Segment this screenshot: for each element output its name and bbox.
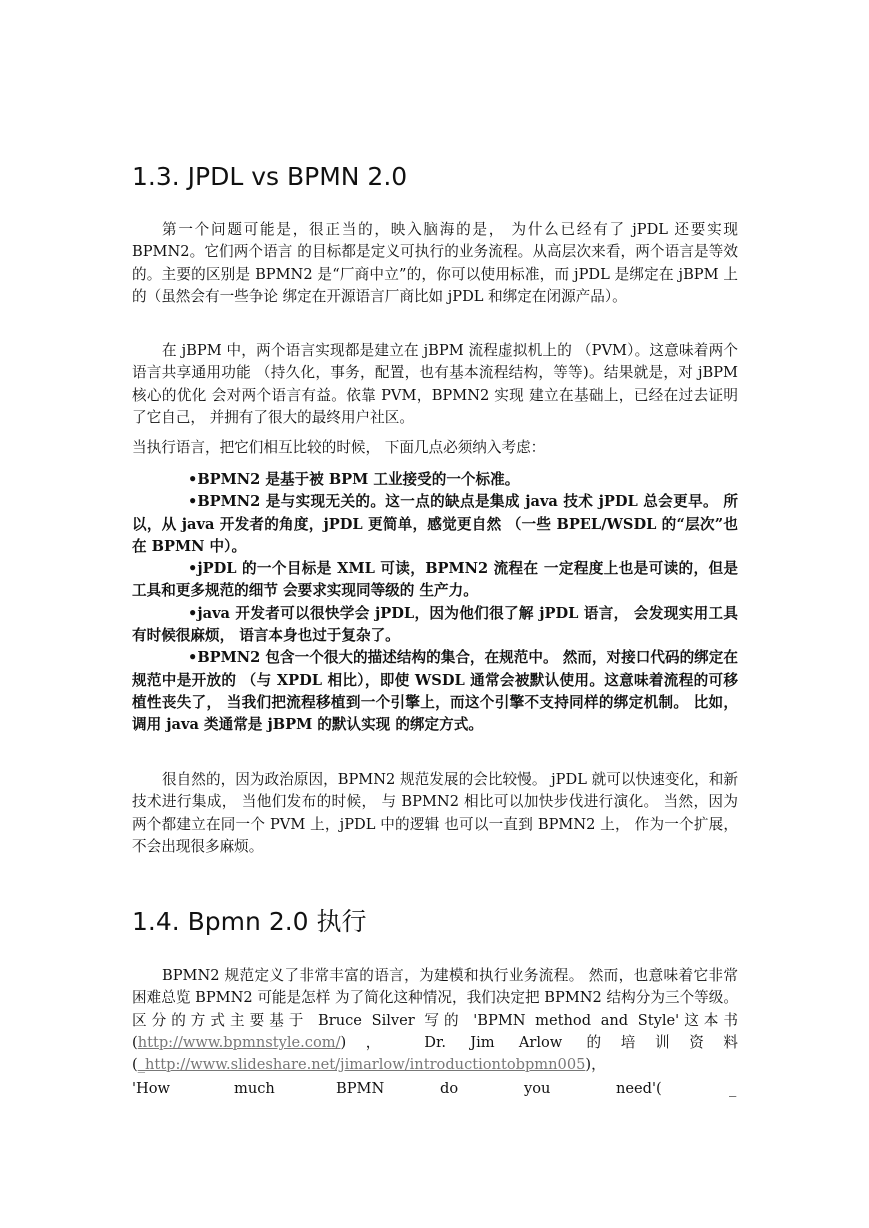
last-word-1: 'How bbox=[132, 1080, 171, 1097]
paragraph-2: 在 jBPM 中，两个语言实现都是建立在 jBPM 流程虚拟机上的 （PVM）。这意味着两个语言共享通用功能 （持久化，事务，配置，也有基本流程结构，等等)。结果就是，对 jBPM 核心的优化 会对两个语言有益。依靠 PVM，BPMN2 实现 建立在基础上，已经在过去证明了它自己， 并拥有了很大的最终用户社区。 bbox=[132, 342, 738, 426]
paragraph-1: 第一个问题可能是，很正当的，映入脑海的是， 为什么已经有了 jPDL 还要实现 BPMN2。它们两个语言 的目标都是定义可执行的业务流程。从高层次来看，两个语言是等效的。主要的区别是 BPMN2 是“厂商中立”的，你可以使用标准，而 jPDL 是绑定在 jBPM 上的（虽然会有一些争论 绑定在开源语言厂商比如 jPDL 和绑定在闭源产品）。 bbox=[132, 221, 738, 305]
bullet-item-3: •jPDL 的一个目标是 XML 可读，BPMN2 流程在 一定程度上也是可读的，但是工具和更多规范的细节 会要求实现同等级的 生产力。 bbox=[132, 560, 738, 600]
section-heading-1-4: 1.4. Bpmn 2.0 执行 bbox=[132, 907, 367, 936]
paragraph-5-lead: BPMN2 规范定义了非常丰富的语言，为建模和执行业务流程。 然而，也意味着它非常困难总览 BPMN2 可能是怎样 为了简化这种情况，我们决定把 BPMN2 结构分为三个等级。 区分的方式主要基于 Bruce Silver 写的 'BPMN method and Style'这本书( bbox=[132, 967, 738, 1051]
bullet-item-1: •BPMN2 是基于被 BPM 工业接受的一个标准。 bbox=[188, 471, 520, 488]
paragraph-3: 当执行语言，把它们相互比较的时候， 下面几点必须纳入考虑： bbox=[132, 439, 546, 456]
last-word-3: BPMN bbox=[336, 1080, 385, 1097]
paragraph-5-mid: )， Dr. Jim Arlow 的培训资料( bbox=[132, 1033, 738, 1074]
bullet-item-5: •BPMN2 包含一个很大的描述结构的集合，在规范中。 然而，对接口代码的绑定在规范中是开放的 （与 XPDL 相比），即使 WSDL 通常会被默认使用。这意味着流程的可移植性丧失了， 当我们把流程移植到一个引擎上，而这个引擎不支持同样的绑定机制。 比如，调用 java 类通常是 jBPM 的默认实现 的绑定方式。 bbox=[132, 649, 738, 734]
last-word-4: do bbox=[440, 1080, 459, 1097]
last-line bbox=[132, 1080, 738, 1102]
slideshare-link[interactable]: _http://www.slideshare.net/jimarlow/introductiontobpmn005 bbox=[137, 1056, 586, 1074]
bullet-item-2: •BPMN2 是与实现无关的。这一点的缺点是集成 java 技术 jPDL 总会更早。 所以，从 java 开发者的角度，jPDL 更简单，感觉更自然 （一些 BPEL/WSDL 的“层次”也在 BPMN 中）。 bbox=[132, 493, 738, 555]
last-word-2: much bbox=[234, 1080, 275, 1097]
section-heading-1-3: 1.3. JPDL vs BPMN 2.0 bbox=[132, 162, 408, 191]
last-word-5: you bbox=[524, 1080, 551, 1097]
bullet-list bbox=[132, 469, 738, 737]
paragraph-5 bbox=[132, 965, 738, 1076]
bullet-item-4: •java 开发者可以很快学会 jPDL，因为他们很了解 jPDL 语言， 会发现实用工具有时候很麻烦， 语言本身也过于复杂了。 bbox=[132, 604, 738, 645]
paragraph-5-tail: )， bbox=[585, 1056, 606, 1074]
paragraph-4: 很自然的，因为政治原因，BPMN2 规范发展的会比较慢。 jPDL 就可以快速变化，和新技术进行集成， 当他们发布的时候， 与 BPMN2 相比可以加快步伐进行演化。 当然，因为两个都建立在同一个 PVM 上，jPDL 中的逻辑 也可以一直到 BPMN2 上， 作为一个扩展，不会出现很多麻烦。 bbox=[132, 771, 738, 855]
last-word-6: need'( bbox=[616, 1080, 662, 1097]
bpmnstyle-link[interactable]: http://www.bpmnstyle.com/ bbox=[137, 1033, 341, 1051]
last-word-7: _ bbox=[729, 1080, 737, 1097]
